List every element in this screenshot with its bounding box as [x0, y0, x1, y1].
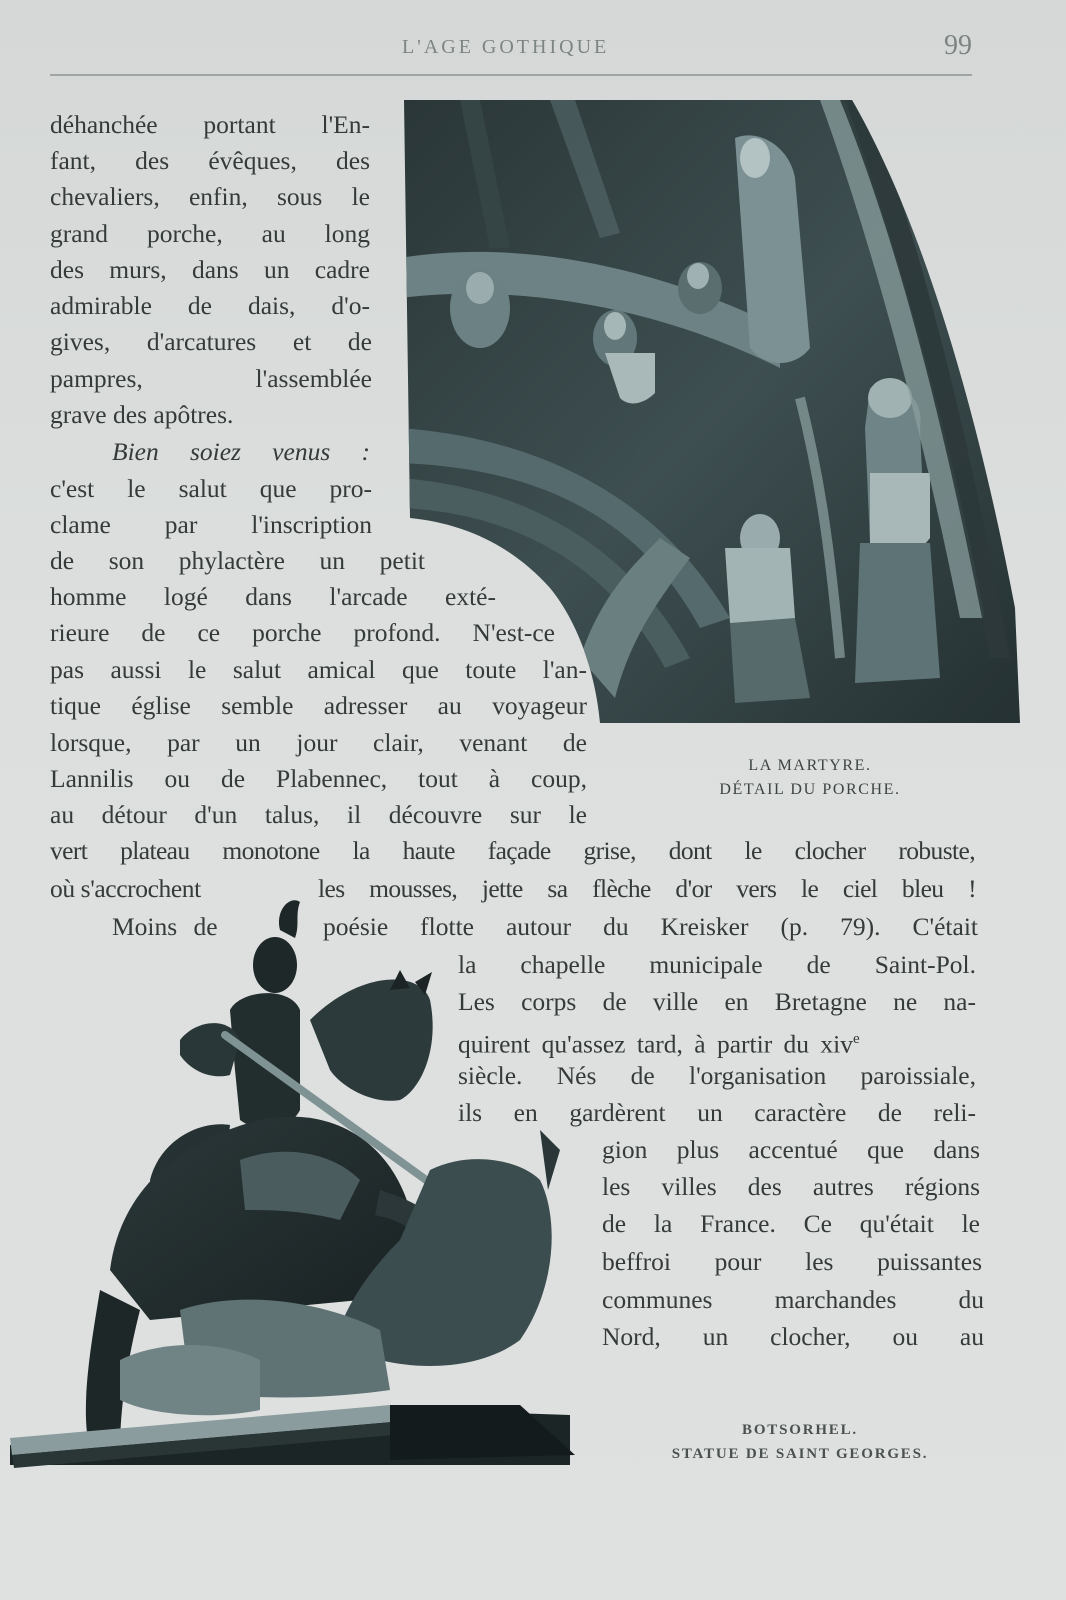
body-line: rieure de ce porche profond. N'est-ce: [50, 618, 555, 647]
body-line: Nord, un clocher, ou au: [602, 1322, 984, 1351]
caption-line: STATUE DE SAINT GEORGES.: [671, 1446, 929, 1462]
body-line: ils en gardèrent un caractère de reli-: [458, 1098, 976, 1127]
caption-line: BOTSORHEL.: [742, 1422, 858, 1438]
body-line: grand porche, au long: [50, 219, 370, 248]
body-line: gion plus accentué que dans: [602, 1135, 980, 1164]
body-line: déhanchée portant l'En-: [50, 110, 370, 139]
superscript: e: [853, 1031, 860, 1047]
body-line: la chapelle municipale de Saint-Pol.: [458, 950, 976, 979]
body-line: lorsque, par un jour clair, venant de: [50, 728, 587, 757]
body-line: poésie flotte autour du Kreisker (p. 79). C'était: [323, 912, 978, 941]
body-line: siècle. Nés de l'organisation paroissiale,: [458, 1061, 976, 1090]
body-line: Moins de: [112, 912, 218, 941]
page-number: 99: [944, 30, 972, 61]
body-line: admirable de dais, d'o-: [50, 291, 370, 320]
body-line: tique église semble adresser au voyageur: [50, 691, 587, 720]
body-line: Les corps de ville en Bretagne ne na-: [458, 987, 976, 1016]
body-line: les mousses, jette sa flèche d'or vers le ciel bleu !: [318, 874, 976, 903]
body-line: homme logé dans l'arcade exté-: [50, 582, 496, 611]
body-line: beffroi pour les puissantes: [602, 1247, 982, 1276]
body-line: où s'accrochent: [50, 874, 201, 903]
body-line: de la France. Ce qu'était le: [602, 1209, 980, 1238]
saint-georges-statue-image: [0, 890, 580, 1490]
body-line: gives, d'arcatures et de: [50, 327, 372, 356]
body-line: pas aussi le salut amical que toute l'an-: [50, 655, 587, 684]
body-text: quirent qu'assez tard, à partir du xiv: [458, 1029, 854, 1059]
body-line: vert plateau monotone la haute façade grise, dont le clocher robuste,: [50, 836, 975, 865]
body-line: [458, 1024, 976, 1060]
body-line: au détour d'un talus, il découvre sur le: [50, 800, 587, 829]
figure-caption-botsorhel: [610, 1418, 990, 1466]
body-line: de son phylactère un petit: [50, 546, 425, 575]
body-line: les villes des autres régions: [602, 1172, 980, 1201]
running-title: L'AGE GOTHIQUE: [402, 36, 610, 58]
body-line: c'est le salut que pro-: [50, 474, 372, 503]
body-line-italic: Bien soiez venus :: [112, 437, 370, 466]
body-line: pampres, l'assemblée: [50, 364, 372, 393]
body-line: Lannilis ou de Plabennec, tout à coup,: [50, 764, 587, 793]
running-head: [50, 30, 972, 78]
body-line: chevaliers, enfin, sous le: [50, 182, 370, 211]
caption-line: LA MARTYRE.: [748, 757, 872, 774]
body-line: communes marchandes du: [602, 1285, 984, 1314]
body-line: clame par l'inscription: [50, 510, 372, 539]
body-line: grave des apôtres.: [50, 400, 234, 429]
figure-caption-la-martyre: [680, 754, 940, 802]
header-rule: [50, 74, 972, 76]
caption-line: DÉTAIL DU PORCHE.: [719, 781, 901, 798]
body-line: fant, des évêques, des: [50, 146, 370, 175]
body-line: des murs, dans un cadre: [50, 255, 370, 284]
photo-saint-georges-statue: [0, 890, 580, 1490]
